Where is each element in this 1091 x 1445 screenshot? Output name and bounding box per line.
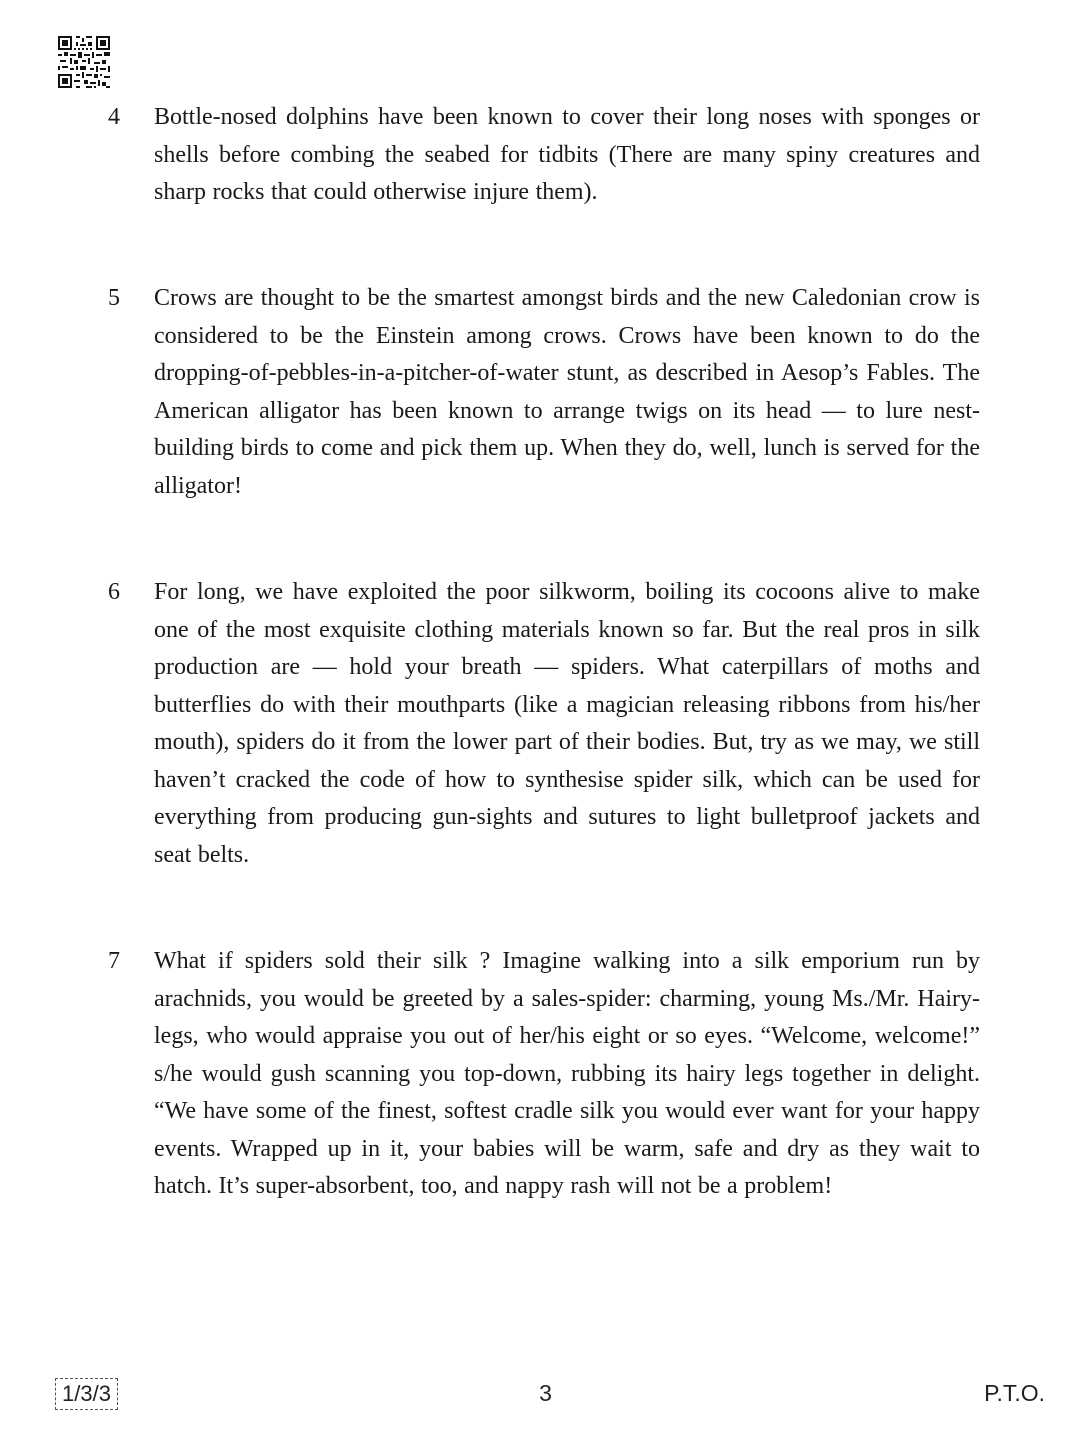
qr-code-icon — [58, 36, 110, 88]
paragraph-number: 7 — [108, 948, 120, 974]
paragraph-text: For long, we have exploited the poor silkworm, boiling its cocoons alive to make one of the most exquisite clothing materials known so far. But the real pros in silk production are — hold your breath — spiders. What caterpillars of moths and butterflies do with their mouthparts (like a magician releasing ribbons from his/her mouth), spiders do it from the lower part of their bodies. But, try as we may, we still haven’t cracked the code of how to synthesise spider silk, which can be used for everything from producing gun-sights and sutures to light bulletproof jackets and seat belts. — [154, 579, 980, 868]
paragraph-text: Bottle-nosed dolphins have been known to cover their long noses with sponges or shells before combing the seabed for tidbits (There are many spiny creatures and sharp rocks that could otherwise injure them). — [154, 104, 980, 205]
paragraph-text: What if spiders sold their silk ? Imagine walking into a silk emporium run by arachnids, you would be greeted by a sales-spider: charming, young Ms./Mr. Hairy-legs, who would appraise you out of her/his eight or so eyes. “Welcome, welcome!” s/he would gush scanning you top-down, rubbing its hairy legs together in delight. “We have some of the finest, softest cradle silk you would ever want for your happy events. Wrapped up in it, your babies will be warm, safe and dry as they wait to hatch. It’s super-absorbent, too, and nappy rash will not be a problem! — [154, 948, 980, 1199]
paragraph-5 — [108, 280, 980, 505]
paragraph-6 — [108, 574, 980, 874]
paragraph-number: 4 — [108, 104, 120, 130]
paragraph-7 — [108, 943, 980, 1206]
paragraph-text: Crows are thought to be the smartest amongst birds and the new Caledonian crow is considered to be the Einstein among crows. Crows have been known to do the dropping-of-pebbles-in-a-pitcher-of-water stunt, as described in Aesop’s Fables. The American alligator has been known to arrange twigs on its head — to lure nest-building birds to come and pick them up. When they do, well, lunch is served for the alligator! — [154, 285, 980, 499]
please-turn-over: P.T.O. — [984, 1380, 1045, 1406]
paragraph-number: 5 — [108, 285, 120, 311]
paper-code: 1/3/3 — [55, 1378, 118, 1410]
page-number: 3 — [539, 1380, 552, 1406]
paragraph-4 — [108, 99, 980, 212]
paragraph-number: 6 — [108, 579, 120, 605]
